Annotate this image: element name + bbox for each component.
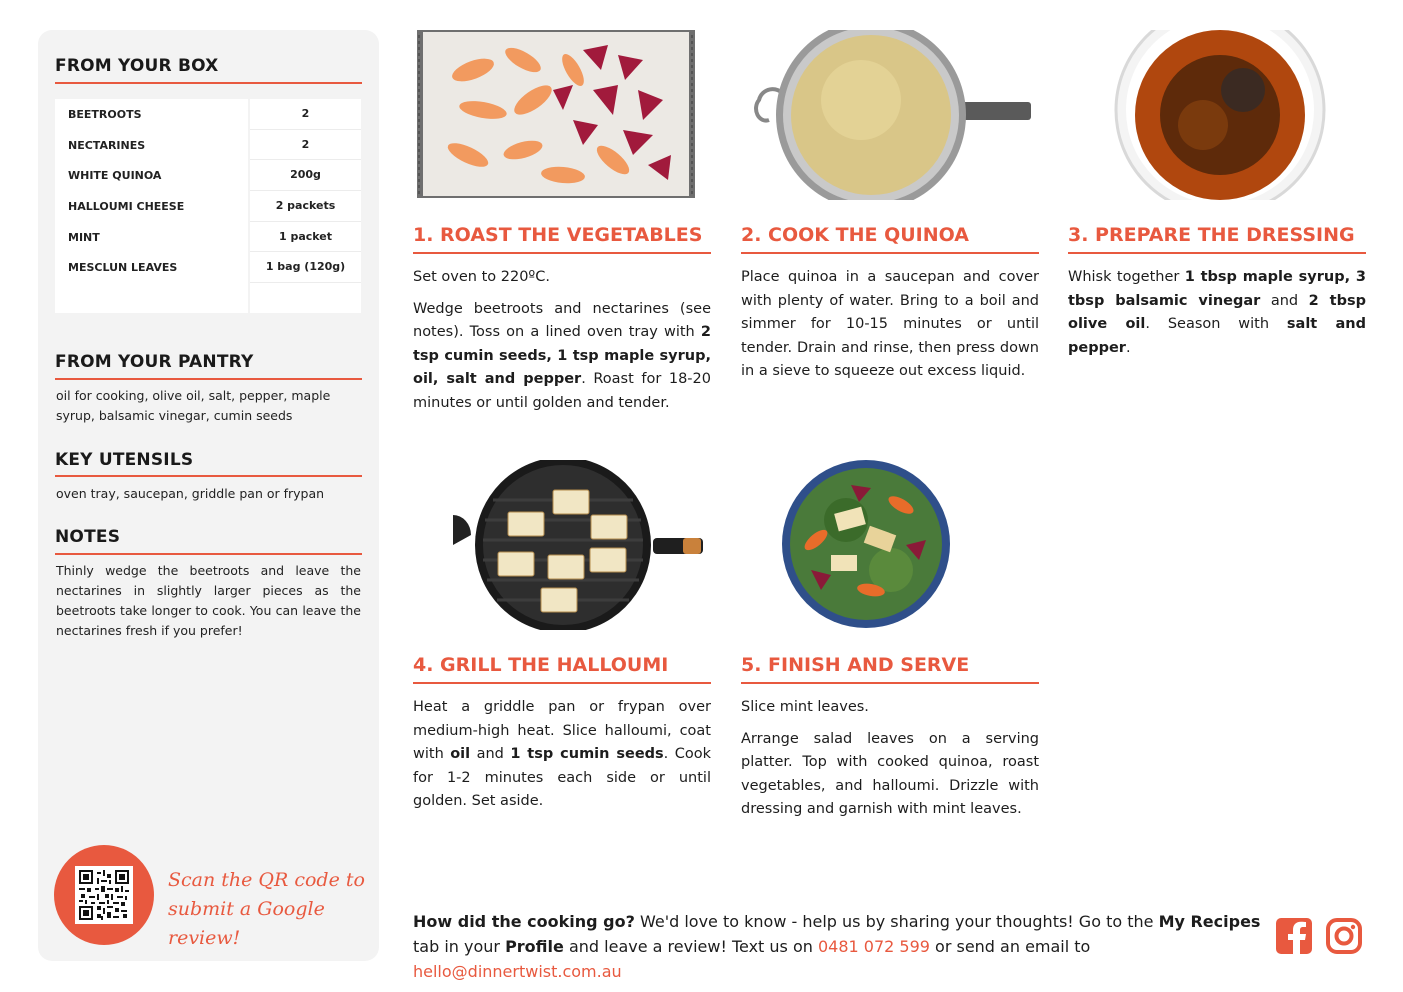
ingredient-qty: 1 bag (120g): [265, 260, 346, 274]
ingredient-qty: 2 packets: [275, 199, 336, 213]
row-line: [250, 282, 361, 283]
step-text: [1068, 266, 1366, 360]
ingredient-name: MESCLUN LEAVES: [68, 261, 178, 275]
step-body: [741, 266, 1039, 392]
step-roast: [413, 30, 711, 430]
text: and: [470, 746, 511, 762]
text: Whisk together: [1068, 269, 1185, 285]
step-body: [413, 696, 711, 822]
pantry-rule: [55, 378, 362, 380]
table-row: [55, 99, 361, 130]
box-title: FROM YOUR BOX: [55, 56, 219, 76]
text: and: [1260, 292, 1309, 309]
table-row: [55, 160, 361, 191]
step-halloumi: [413, 460, 711, 810]
text: . Cook for 1-2 minutes each side or until golden. Set aside.: [413, 746, 712, 809]
table-row: [55, 130, 361, 161]
text-bold: 1 tsp cumin seeds: [510, 746, 664, 762]
step-text: Arrange salad leaves on a serving platter. Top with cooked quinoa, roast vegetables, and halloumi. Drizzle with dressing and garnish with mint leaves.: [741, 730, 1039, 817]
ingredient-qty: 2: [301, 137, 310, 151]
text: .: [1125, 339, 1131, 356]
text-bold: oil: [450, 746, 471, 762]
step-title: 1. ROAST THE VEGETABLES: [413, 224, 703, 246]
review-message: [413, 909, 1263, 984]
qr-badge[interactable]: [54, 845, 154, 945]
notes-text: Thinly wedge the beetroots and leave the nectarines in slightly larger pieces as the beetroots take longer to cook. You can leave the nectarines fresh if you prefer!: [56, 563, 361, 638]
text: tab in your: [413, 937, 506, 956]
qr-caption: Scan the QR code to submit a Google review!: [168, 869, 365, 949]
step-body: [1068, 266, 1366, 368]
ingredient-name: NECTARINES: [68, 138, 146, 152]
utensils-text: oven tray, saucepan, griddle pan or frypan: [56, 486, 325, 501]
instagram-icon[interactable]: [1326, 918, 1362, 954]
email-link[interactable]: hello@dinnertwist.com.au: [413, 962, 622, 981]
text: and leave a review! Text us on: [563, 937, 818, 956]
step-text: Set oven to 220ºC.: [413, 269, 550, 285]
step-title: 2. COOK THE QUINOA: [741, 224, 969, 246]
step-title: 4. GRILL THE HALLOUMI: [413, 654, 669, 676]
qr-code-icon[interactable]: [75, 866, 133, 924]
step-body: [741, 696, 1039, 830]
step-text: [413, 298, 711, 416]
dressing-bowl-image: [1068, 30, 1366, 200]
table-row: [55, 191, 361, 222]
ingredient-name: HALLOUMI CHEESE: [68, 200, 185, 214]
step-text: Place quinoa in a saucepan and cover with plenty of water. Bring to a boil and simmer for 10-15 minutes or until tender. Drain and rinse, then press down in a sieve to squeeze out excess liquid.: [741, 269, 1039, 379]
notes-rule: [55, 553, 362, 555]
ingredient-qty: 2: [301, 107, 310, 120]
utensils-title: KEY UTENSILS: [55, 450, 194, 470]
roast-vegetables-image: [413, 30, 711, 200]
step-rule: [1068, 252, 1366, 254]
ingredients-panel: [38, 30, 379, 961]
notes-title: NOTES: [55, 527, 121, 547]
step-title: 5. FINISH AND SERVE: [741, 654, 970, 676]
text: We'd love to know - help us by sharing your thoughts! Go to the: [634, 912, 1159, 931]
step-dressing: [1068, 30, 1366, 430]
step-rule: [741, 682, 1039, 684]
step-text: Slice mint leaves.: [741, 699, 869, 715]
table-row: [55, 252, 361, 283]
text: or send an email to: [929, 937, 1091, 956]
ingredient-name: MINT: [68, 230, 100, 244]
text: . Season with: [1145, 316, 1287, 332]
step-rule: [413, 682, 711, 684]
pantry-text: oil for cooking, olive oil, salt, pepper, maple syrup, balsamic vinegar, cumin seeds: [56, 388, 331, 423]
review-question: How did the cooking go?: [413, 912, 635, 931]
phone-link[interactable]: 0481 072 599: [817, 937, 930, 956]
text-bold: salt and pepper: [1068, 316, 1366, 356]
step-text: [413, 696, 711, 814]
step-quinoa: [741, 30, 1039, 430]
profile-text: Profile: [505, 937, 564, 956]
step-rule: [741, 252, 1039, 254]
pantry-title: FROM YOUR PANTRY: [55, 352, 254, 372]
ingredient-name: WHITE QUINOA: [68, 169, 162, 183]
step-title: 3. PREPARE THE DRESSING: [1068, 224, 1355, 246]
ingredient-table: [55, 99, 361, 313]
grill-halloumi-image: [413, 460, 711, 630]
text: Wedge beetroots and nectarines (see notes). Toss on a lined oven tray with: [413, 300, 711, 340]
facebook-icon[interactable]: [1276, 918, 1312, 954]
text-bold: 2 tbsp olive oil: [1068, 292, 1366, 332]
box-title-rule: [55, 82, 362, 84]
ingredient-qty: 1 packet: [278, 229, 333, 243]
text-bold: 2 tsp cumin seeds, 1 tsp maple syrup, oil, salt and pepper: [413, 324, 711, 387]
step-rule: [413, 252, 711, 254]
step-body: [413, 266, 711, 423]
my-recipes-text: My Recipes: [1158, 912, 1261, 931]
text-bold: 1 tbsp maple syrup, 3 tbsp balsamic vinegar: [1068, 269, 1366, 309]
finished-salad-image: [741, 460, 1039, 630]
ingredient-qty: 200g: [290, 168, 321, 182]
table-row: [55, 222, 361, 253]
text: Heat a griddle pan or frypan over medium-high heat. Slice halloumi, coat with: [413, 699, 711, 762]
step-serve: [741, 460, 1039, 830]
quinoa-sieve-image: [741, 30, 1039, 200]
utensils-rule: [55, 475, 362, 477]
ingredient-name: BEETROOTS: [68, 108, 142, 121]
text: . Roast for 18-20 minutes or until golden and tender.: [413, 371, 711, 411]
